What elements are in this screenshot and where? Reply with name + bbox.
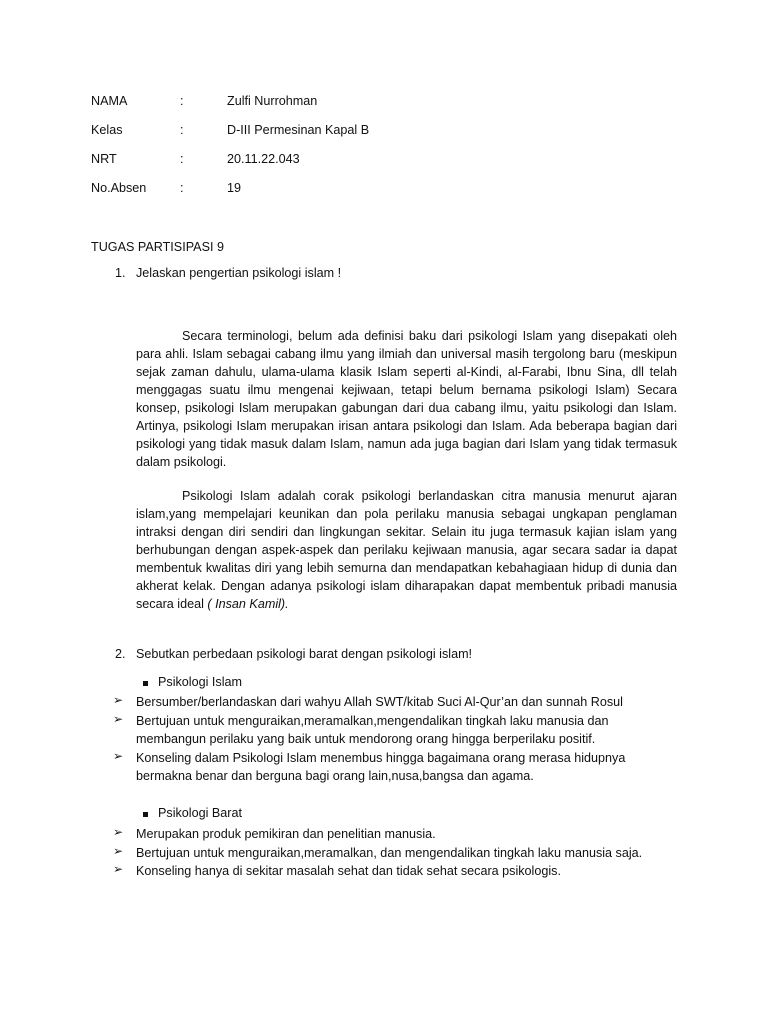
info-separator: : bbox=[180, 94, 184, 108]
answer-paragraph-2 bbox=[136, 487, 677, 613]
arrow-bullet-icon: ➢ bbox=[113, 693, 124, 707]
info-label: No.Absen bbox=[91, 181, 147, 195]
arrow-bullet-icon: ➢ bbox=[113, 825, 124, 839]
question-number: 2. bbox=[115, 647, 126, 661]
arrow-bullet-icon: ➢ bbox=[113, 844, 124, 858]
list-item: Bertujuan untuk menguraikan,meramalkan, dan mengendalikan tingkah laku manusia saja. bbox=[136, 846, 643, 860]
answer-paragraph-2-text: Psikologi Islam adalah corak psikologi berlandaskan citra manusia menurut ajaran islam,yang mempelajari keunikan dan pola perilaku manusia sebagai ungkapan penglaman intraksi dengan diri sendiri dan lingkungan sekitar. Selain itu juga termasuk kajian islam yang berhubungan dengan aspek-aspek dan perilaku kejiwaan manusia, agar secara sadar ia dapat membentuk kwalitas diri yang lebih semurna dan mendapatkan kebahagiaan hidup di dunia dan akherat kelak. Dengan adanya psikologi islam diharapakan dapat membentuk pribadi manusia secara ideal bbox=[136, 489, 677, 611]
question-number: 1. bbox=[115, 266, 126, 280]
list-item: Konseling hanya di sekitar masalah sehat dan tidak sehat secara psikologis. bbox=[136, 864, 561, 878]
section-heading-islam: Psikologi Islam bbox=[158, 675, 242, 689]
info-label: Kelas bbox=[91, 123, 123, 137]
square-bullet-icon bbox=[143, 681, 148, 686]
assignment-title: TUGAS PARTISIPASI 9 bbox=[91, 240, 224, 254]
list-item: Merupakan produk pemikiran dan penelitian manusia. bbox=[136, 827, 436, 841]
arrow-bullet-icon: ➢ bbox=[113, 749, 124, 763]
answer-paragraph-1: Secara terminologi, belum ada definisi baku dari psikologi Islam yang disepakati oleh para ahli. Islam sebagai cabang ilmu yang ilmiah dan universal masih tergolong baru (meskipun sejak zaman dahulu, ulama-ulama klasik Islam seperti al-Kindi, al-Farabi, Ibnu Sina, dll telah menggagas suatu ilmu mengenai kejiwaan, tetapi belum bernama psikologi Islam) Secara konsep, psikologi Islam merupakan gabungan dari dua cabang ilmu, yaitu psikologi dan Islam. Artinya, psikologi Islam merupakan irisan antara psikologi dan Islam. Ada beberapa bagian dari psikologi yang tidak masuk dalam Islam, namun ada juga bagian dari Islam yang tidak termasuk dalam psikologi. bbox=[136, 329, 677, 469]
list-item: Konseling dalam Psikologi Islam menembus hingga bagaimana orang merasa hidupnya bermakna benar dan berguna bagi orang lain,nusa,bangsa dan agama. bbox=[136, 751, 626, 783]
square-bullet-icon bbox=[143, 812, 148, 817]
question-text: Sebutkan perbedaan psikologi barat dengan psikologi islam! bbox=[136, 647, 473, 661]
info-value: 19 bbox=[227, 181, 242, 195]
info-value: Zulfi Nurrohman bbox=[227, 94, 318, 108]
info-label: NRT bbox=[91, 152, 117, 166]
list-item: Bertujuan untuk menguraikan,meramalkan,mengendalikan tingkah laku manusia dan membangun perilaku yang baik untuk mendorong orang hingga berperilaku positif. bbox=[136, 714, 609, 746]
info-separator: : bbox=[180, 181, 184, 195]
info-separator: : bbox=[180, 152, 184, 166]
info-value: D-III Permesinan Kapal B bbox=[227, 123, 370, 137]
arrow-bullet-icon: ➢ bbox=[113, 712, 124, 726]
section-heading-barat: Psikologi Barat bbox=[158, 806, 242, 820]
info-value: 20.11.22.043 bbox=[227, 152, 300, 166]
arrow-bullet-icon: ➢ bbox=[113, 862, 124, 876]
info-label: NAMA bbox=[91, 94, 128, 108]
question-text: Jelaskan pengertian psikologi islam ! bbox=[136, 266, 342, 280]
info-separator: : bbox=[180, 123, 184, 137]
insan-kamil-text: ( Insan Kamil). bbox=[203, 597, 289, 611]
list-item: Bersumber/berlandaskan dari wahyu Allah SWT/kitab Suci Al-Qur’an dan sunnah Rosul bbox=[136, 695, 623, 709]
